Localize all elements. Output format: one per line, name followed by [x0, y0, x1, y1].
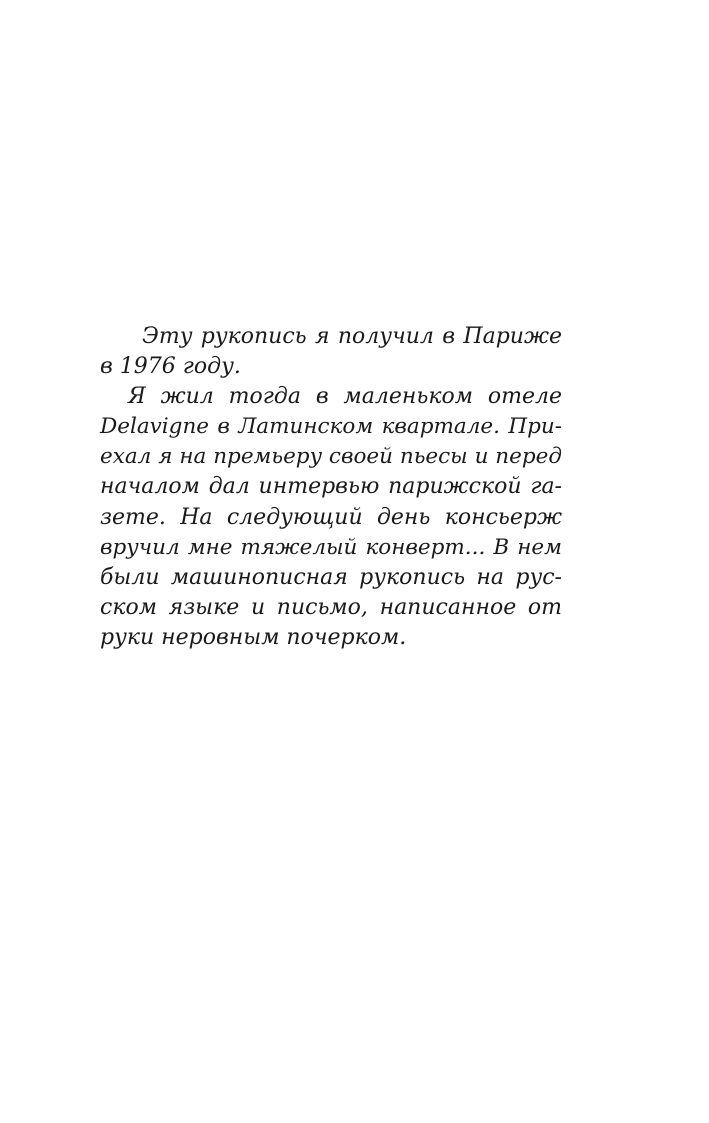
text-line: ехал я на премьеру своей пьесы и перед: [100, 444, 562, 470]
paragraph-1: [100, 322, 562, 382]
text-line: зете. На следующий день консьерж: [100, 504, 562, 530]
text-line: Delavigne в Латинском квартале. При-: [100, 414, 562, 440]
text-line: были машинописная рукопись на рус-: [100, 564, 562, 590]
text-line: вручил мне тяжелый конверт... В нем: [100, 534, 562, 560]
paragraph-2: [100, 382, 562, 653]
text-line: Я жил тогда в маленьком отеле: [128, 384, 562, 410]
text-line: началом дал интервью парижской га-: [100, 474, 562, 500]
text-line: в 1976 году.: [100, 354, 241, 380]
text-line: Эту рукопись я получил в Париже: [142, 324, 562, 349]
text-line: ском языке и письмо, написанное от: [100, 594, 562, 620]
book-text: [100, 322, 562, 653]
text-line: руки неровным почерком.: [100, 624, 407, 650]
